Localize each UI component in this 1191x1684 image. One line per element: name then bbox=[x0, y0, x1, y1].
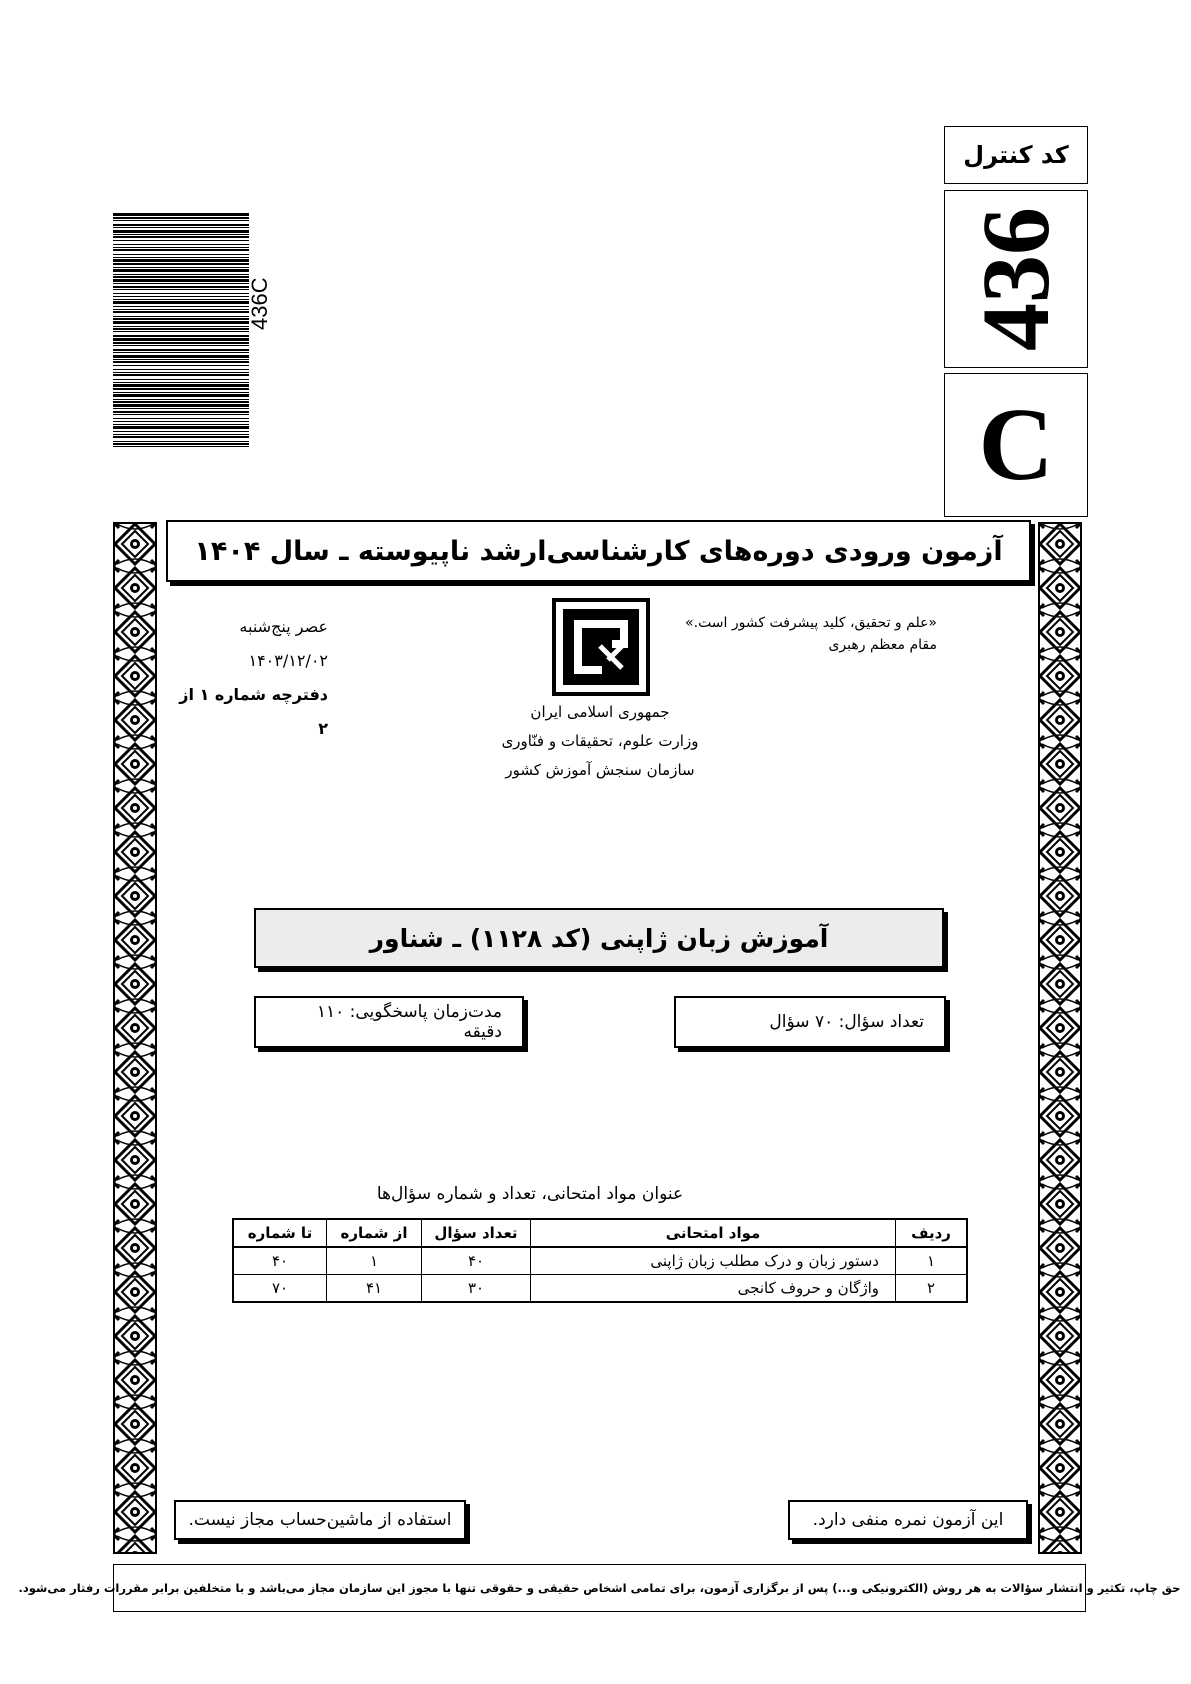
decorative-border-left bbox=[113, 522, 157, 1554]
table-header-cell: از شماره bbox=[327, 1219, 422, 1247]
table-row bbox=[233, 1275, 967, 1303]
decorative-border-right bbox=[1038, 522, 1082, 1554]
barcode-image bbox=[113, 213, 249, 447]
table-cell: ۴۱ bbox=[327, 1275, 422, 1303]
session-info bbox=[168, 610, 328, 746]
quote-block bbox=[685, 612, 937, 656]
table-header-cell: تعداد سؤال bbox=[422, 1219, 531, 1247]
answer-duration: مدت‌زمان پاسخگویی: ۱۱۰ دقیقه bbox=[316, 1002, 502, 1042]
table-title: عنوان مواد امتحانی، تعداد و شماره سؤال‌ها bbox=[376, 1184, 684, 1204]
table-cell: ۴۰ bbox=[233, 1247, 327, 1275]
table-header-cell: تا شماره bbox=[233, 1219, 327, 1247]
table-header-cell: مواد امتحانی bbox=[531, 1219, 896, 1247]
quote-author: مقام معظم رهبری bbox=[828, 637, 937, 653]
calculator-notice: استفاده از ماشین‌حساب مجاز نیست. bbox=[174, 1500, 466, 1540]
table-cell: دستور زبان و درک مطلب زبان ژاپنی bbox=[531, 1247, 896, 1275]
duration-box bbox=[254, 996, 524, 1048]
quote-text: «علم و تحقیق، کلید پیشرفت کشور است.» bbox=[685, 615, 937, 631]
table-row bbox=[233, 1247, 967, 1275]
table-cell: ۲ bbox=[896, 1275, 968, 1303]
table-header-cell: ردیف bbox=[896, 1219, 968, 1247]
subject-title: آموزش زبان ژاپنی (کد ۱۱۲۸) ـ شناور bbox=[254, 908, 944, 968]
negative-score-notice: این آزمون نمره منفی دارد. bbox=[788, 1500, 1028, 1540]
org-line-3: سازمان سنجش آموزش کشور bbox=[505, 761, 695, 779]
table-cell: ۳۰ bbox=[422, 1275, 531, 1303]
session-date: ۱۴۰۳/۱۲/۰۲ bbox=[248, 651, 328, 670]
control-code-label: کد کنترل bbox=[944, 126, 1088, 184]
question-count: تعداد سؤال: ۷۰ سؤال bbox=[769, 1012, 924, 1032]
table-cell: ۴۰ bbox=[422, 1247, 531, 1275]
booklet-version: C bbox=[944, 373, 1088, 517]
subjects-table bbox=[232, 1218, 968, 1303]
session-time: عصر پنج‌شنبه bbox=[239, 617, 328, 636]
copyright-footer: حق چاپ، تکثیر و انتشار سؤالات به هر روش (الکترونیکی و...) پس از برگزاری آزمون، برای تمامی اشخاص حقیقی و حقوقی تنها با مجوز این سازمان مجاز می‌باشد و با متخلفین برابر مقررات رفتار می‌شود. bbox=[113, 1564, 1086, 1612]
table-cell: ۷۰ bbox=[233, 1275, 327, 1303]
exam-title: آزمون ورودی دوره‌های کارشناسی‌ارشد ناپیوسته ـ سال ۱۴۰۴ bbox=[166, 520, 1031, 582]
question-count-box bbox=[674, 996, 946, 1048]
org-line-2: وزارت علوم، تحقیقات و فنّاوری bbox=[501, 732, 699, 750]
organization-block bbox=[440, 698, 760, 785]
booklet-number: دفترچه شماره ۱ از ۲ bbox=[179, 685, 328, 738]
table-cell: واژگان و حروف کانجی bbox=[531, 1275, 896, 1303]
barcode-label: 436C bbox=[247, 277, 272, 330]
table-cell: ۱ bbox=[896, 1247, 968, 1275]
org-line-1: جمهوری اسلامی ایران bbox=[530, 703, 670, 721]
control-code-number: 436 bbox=[962, 207, 1069, 351]
sanjesh-logo-icon bbox=[552, 598, 650, 696]
table-header-row bbox=[233, 1219, 967, 1247]
table-cell: ۱ bbox=[327, 1247, 422, 1275]
control-code-box bbox=[944, 190, 1088, 368]
